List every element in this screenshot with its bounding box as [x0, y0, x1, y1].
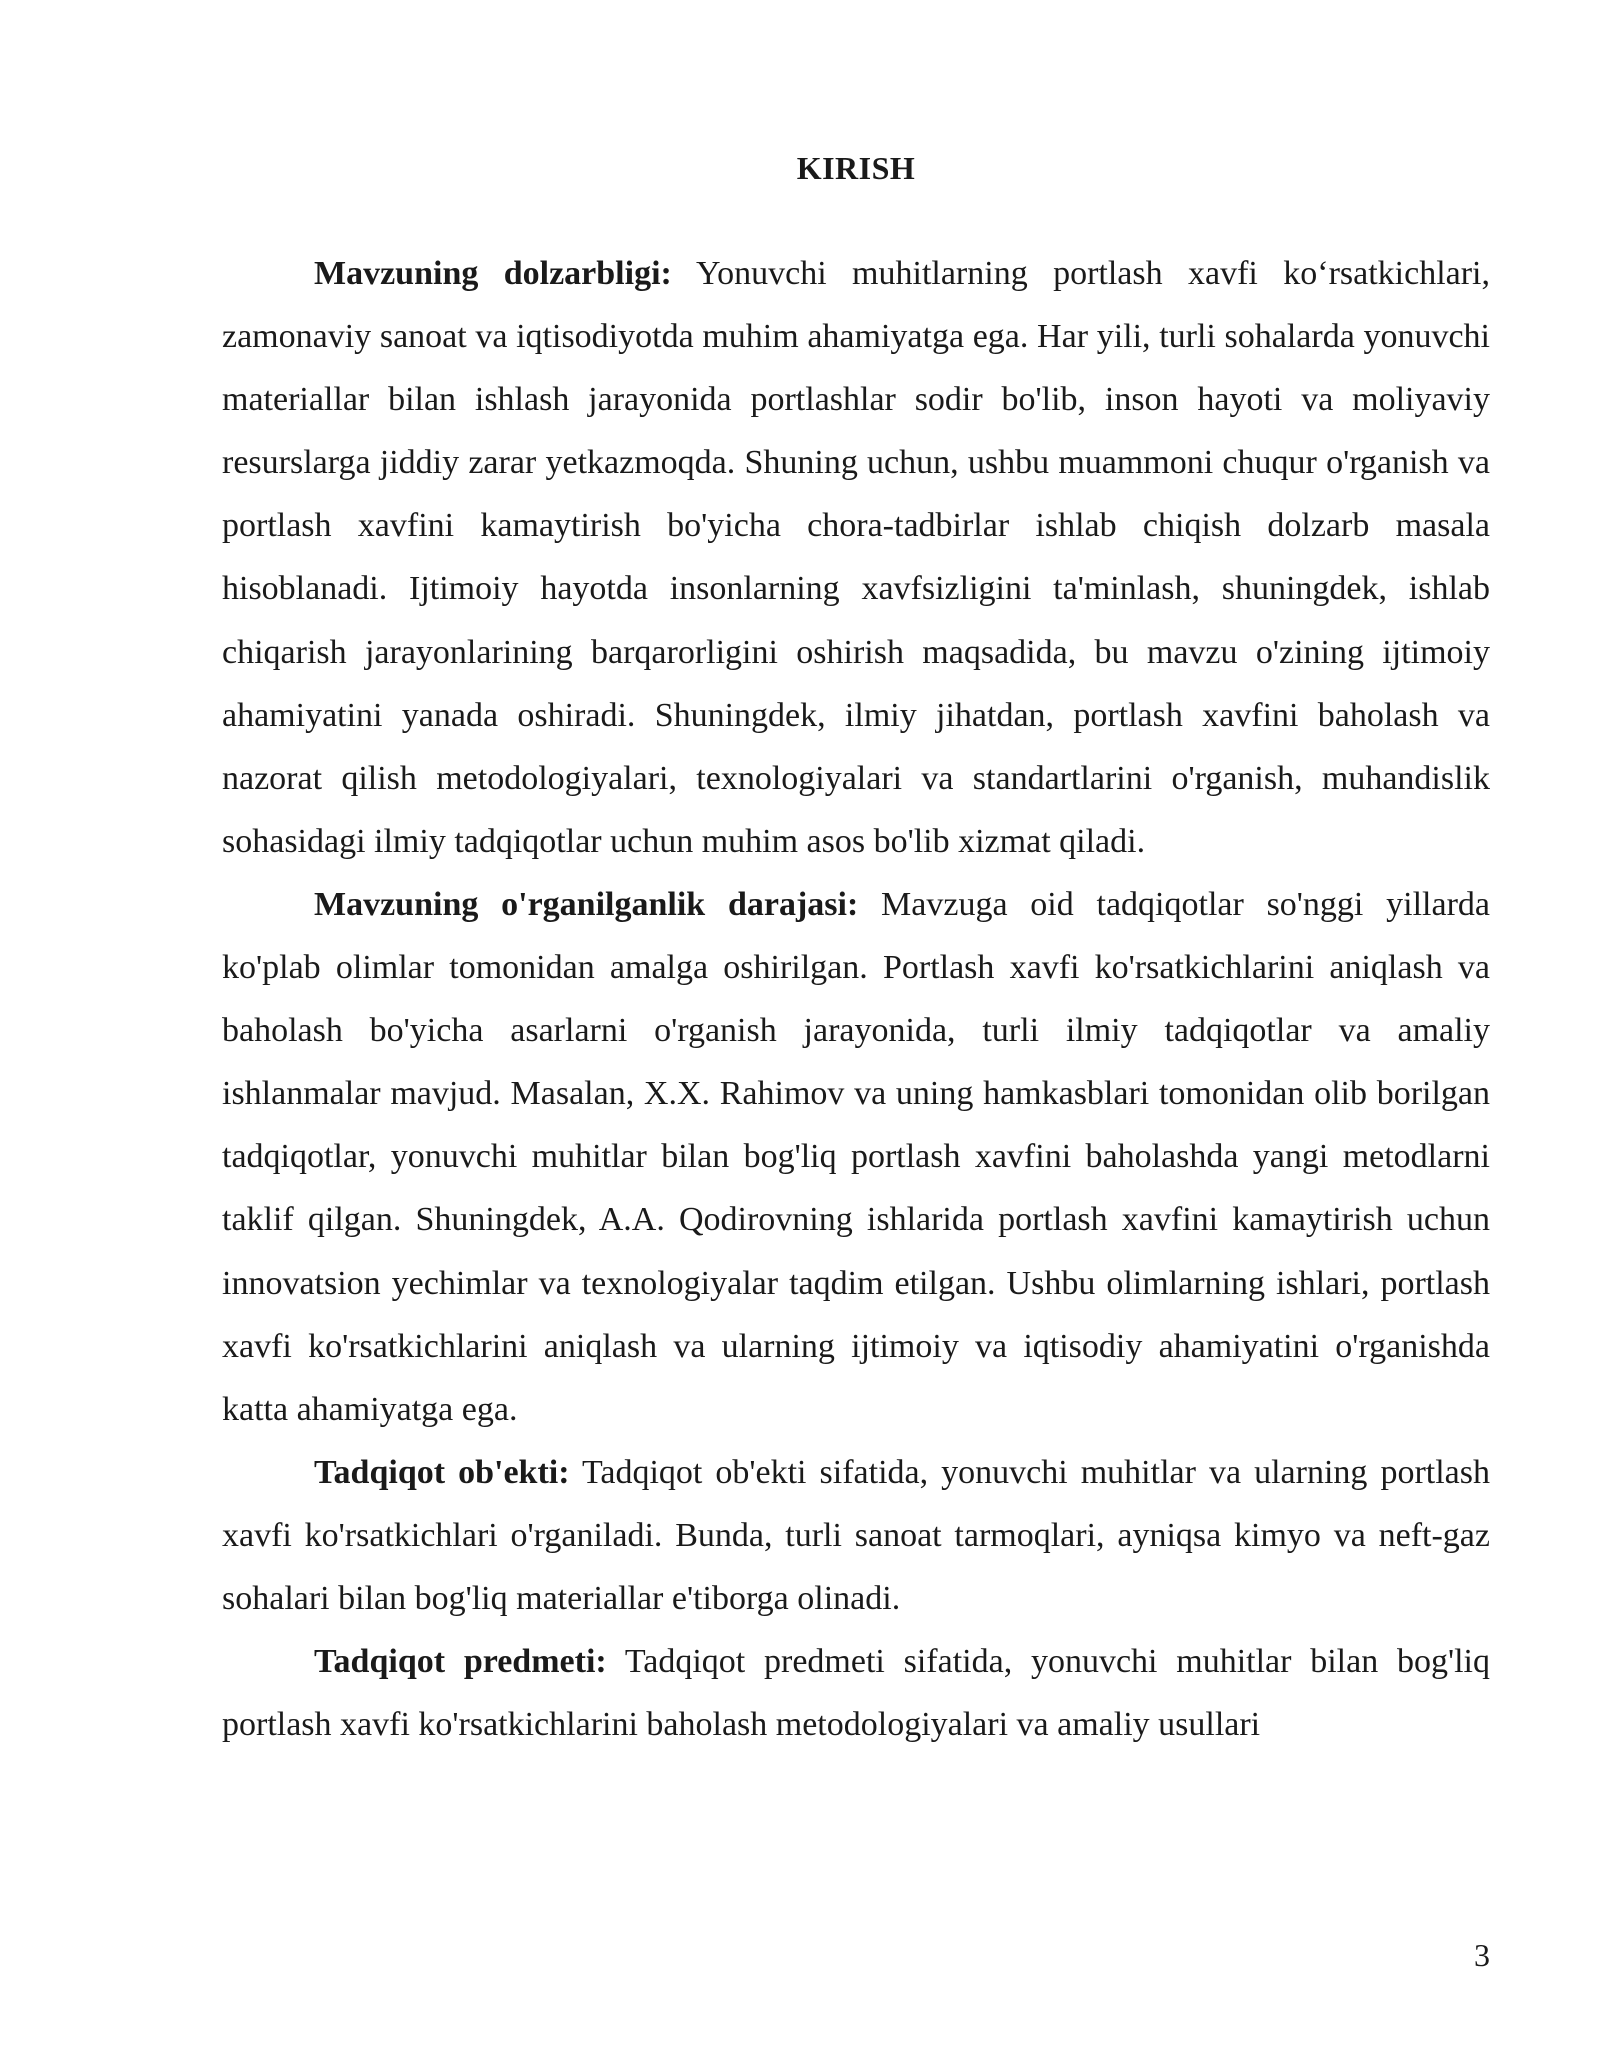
paragraph-text: Yonuvchi muhitlarning portlash xavfi ko‘rsatkichlari, zamonaviy sanoat va iqtisodiyotda muhim ahamiyatga ega. Har yili, turli sohalarda yonuvchi materiallar bilan ishlash jarayonida portlashlar sodir bo'lib, inson hayoti va moliyaviy resurslarga jiddiy zarar yetkazmoqda. Shuning uchun, ushbu muammoni chuqur o'rganish va portlash xavfini kamaytirish bo'yicha chora-tadbirlar ishlab chiqish dolzarb masala hisoblanadi. Ijtimoiy hayotda insonlarning xavfsizligini ta'minlash, shuningdek, ishlab chiqarish jarayonlarining barqarorligini oshirish maqsadida, bu mavzu o'zining ijtimoiy ahamiyatini yanada oshiradi. Shuningdek, ilmiy jihatdan, portlash xavfini baholash va nazorat qilish metodologiyalari, texnologiyalari va standartlarini o'rganish, muhandislik sohasidagi ilmiy tadqiqotlar uchun muhim asos bo'lib xizmat qiladi.: [222, 255, 1490, 860]
page-number: 3: [1474, 1937, 1490, 1973]
paragraph-study-level: [222, 873, 1490, 1441]
paragraph-research-subject: [222, 1630, 1490, 1756]
paragraph-text: Mavzuga oid tadqiqotlar so'nggi yillarda ko'plab olimlar tomonidan amalga oshirilgan. Portlash xavfi ko'rsatkichlarini aniqlash va baholash bo'yicha asarlarni o'rganish jarayonida, turli ilmiy tadqiqotlar va amaliy ishlanmalar mavjud. Masalan, X.X. Rahimov va uning hamkasblari tomonidan olib borilgan tadqiqotlar, yonuvchi muhitlar bilan bog'liq portlash xavfini baholashda yangi metodlarni taklif qilgan. Shuningdek, A.A. Qodirovning ishlarida portlash xavfini kamaytirish uchun innovatsion yechimlar va texnologiyalar taqdim etilgan. Ushbu olimlarning ishlari, portlash xavfi ko'rsatkichlarini aniqlash va ularning ijtimoiy va iqtisodiy ahamiyatini o'rganishda katta ahamiyatga ega.: [222, 885, 1490, 1428]
section-title: KIRISH: [796, 150, 916, 186]
document-body: [222, 242, 1490, 1756]
paragraph-research-object: [222, 1441, 1490, 1630]
paragraph-text: Tadqiqot predmeti sifatida, yonuvchi muhitlar bilan bog'liq portlash xavfi ko'rsatkichlarini baholash metodologiyalari va amaliy usullari: [222, 1643, 1490, 1744]
paragraph-lead: Mavzuning o'rganilganlik darajasi:: [314, 885, 859, 923]
paragraph-lead: Tadqiqot predmeti:: [314, 1643, 607, 1681]
paragraph-relevance: [222, 242, 1490, 873]
paragraph-lead: Mavzuning dolzarbligi:: [314, 255, 672, 292]
paragraph-text: Tadqiqot ob'ekti sifatida, yonuvchi muhitlar va ularning portlash xavfi ko'rsatkichlari o'rganiladi. Bunda, turli sanoat tarmoqlari, ayniqsa kimyo va neft-gaz sohalari bilan bog'liq materiallar e'tiborga olinadi.: [222, 1453, 1490, 1617]
paragraph-lead: Tadqiqot ob'ekti:: [314, 1453, 570, 1491]
